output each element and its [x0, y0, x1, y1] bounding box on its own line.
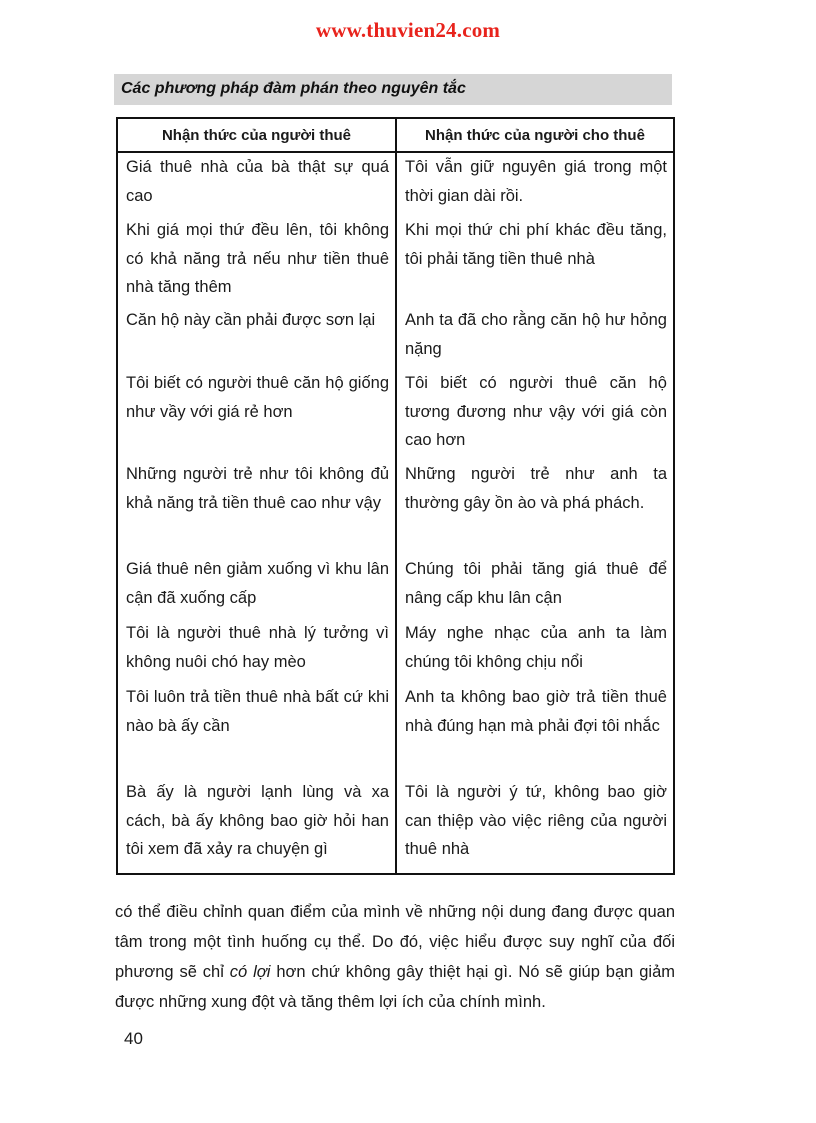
- tenant-cell: Giá thuê nhà của bà thật sự quá cao: [126, 158, 389, 205]
- paragraph-text-start: có thể điều chỉnh quan điểm của mình về những nội dung đang được quan tâm trong một tình huống cụ thể. Do đó, việc hiểu được suy nghĩ của đối phương sẽ chỉ: [115, 903, 675, 981]
- column-header-landlord: Nhận thức của người cho thuê: [396, 118, 674, 152]
- landlord-cell: Tôi là người ý tứ, không bao giờ can thiệp vào việc riêng của người thuê nhà: [396, 778, 674, 874]
- table-row: [117, 369, 674, 460]
- paragraph-text-end: hơn chứ không gây thiệt hại gì. Nó sẽ giúp bạn giảm được những xung đột và tăng thêm lợi ích của chính mình.: [115, 963, 675, 1011]
- paragraph-emphasis: có lợi: [229, 963, 271, 981]
- table-row: [117, 619, 674, 683]
- table-row: [117, 306, 674, 369]
- table-row: [117, 152, 674, 216]
- table-header-row: [117, 118, 674, 152]
- section-header-band: [114, 74, 672, 105]
- table-row: [117, 778, 674, 874]
- tenant-cell: Khi giá mọi thứ đều lên, tôi không có khả năng trả nếu như tiền thuê nhà tăng thêm: [126, 221, 389, 296]
- tenant-cell: Tôi là người thuê nhà lý tưởng vì không nuôi chó hay mèo: [126, 624, 389, 671]
- section-title: Các phương pháp đàm phán theo nguyên tắc: [121, 80, 466, 97]
- landlord-cell: Khi mọi thứ chi phí khác đều tăng, tôi phải tăng tiền thuê nhà: [396, 216, 674, 306]
- landlord-cell: Anh ta đã cho rằng căn hộ hư hỏng nặng: [396, 306, 674, 369]
- column-header-tenant: Nhận thức của người thuê: [117, 118, 396, 152]
- landlord-cell: Tôi biết có người thuê căn hộ tương đương như vậy với giá còn cao hơn: [396, 369, 674, 460]
- landlord-cell: Anh ta không bao giờ trả tiền thuê nhà đúng hạn mà phải đợi tôi nhắc: [396, 683, 674, 778]
- tenant-cell: Tôi biết có người thuê căn hộ giống như vầy với giá rẻ hơn: [126, 374, 389, 421]
- table-row: [117, 683, 674, 778]
- tenant-cell: Giá thuê nên giảm xuống vì khu lân cận đã xuống cấp: [126, 560, 389, 607]
- table-row: [117, 216, 674, 306]
- tenant-cell: Những người trẻ như tôi không đủ khả năng trả tiền thuê cao như vậy: [126, 465, 389, 512]
- tenant-cell: Căn hộ này cần phải được sơn lại: [126, 311, 376, 329]
- tenant-cell: Tôi luôn trả tiền thuê nhà bất cứ khi nào bà ấy cần: [126, 688, 389, 735]
- landlord-cell: Máy nghe nhạc của anh ta làm chúng tôi không chịu nổi: [396, 619, 674, 683]
- page-number: 40: [124, 1029, 143, 1048]
- landlord-cell: Chúng tôi phải tăng giá thuê để nâng cấp khu lân cận: [396, 555, 674, 619]
- tenant-cell: Bà ấy là người lạnh lùng và xa cách, bà ấy không bao giờ hỏi han tôi xem đã xảy ra chuyện gì: [126, 783, 389, 858]
- watermark-url: www.thuvien24.com: [315, 18, 501, 42]
- perception-comparison-table: [116, 117, 675, 875]
- body-paragraph: [115, 897, 675, 1017]
- table-row: [117, 460, 674, 555]
- table-row: [117, 555, 674, 619]
- landlord-cell: Tôi vẫn giữ nguyên giá trong một thời gian dài rồi.: [396, 152, 674, 216]
- landlord-cell: Những người trẻ như anh ta thường gây ồn ào và phá phách.: [396, 460, 674, 555]
